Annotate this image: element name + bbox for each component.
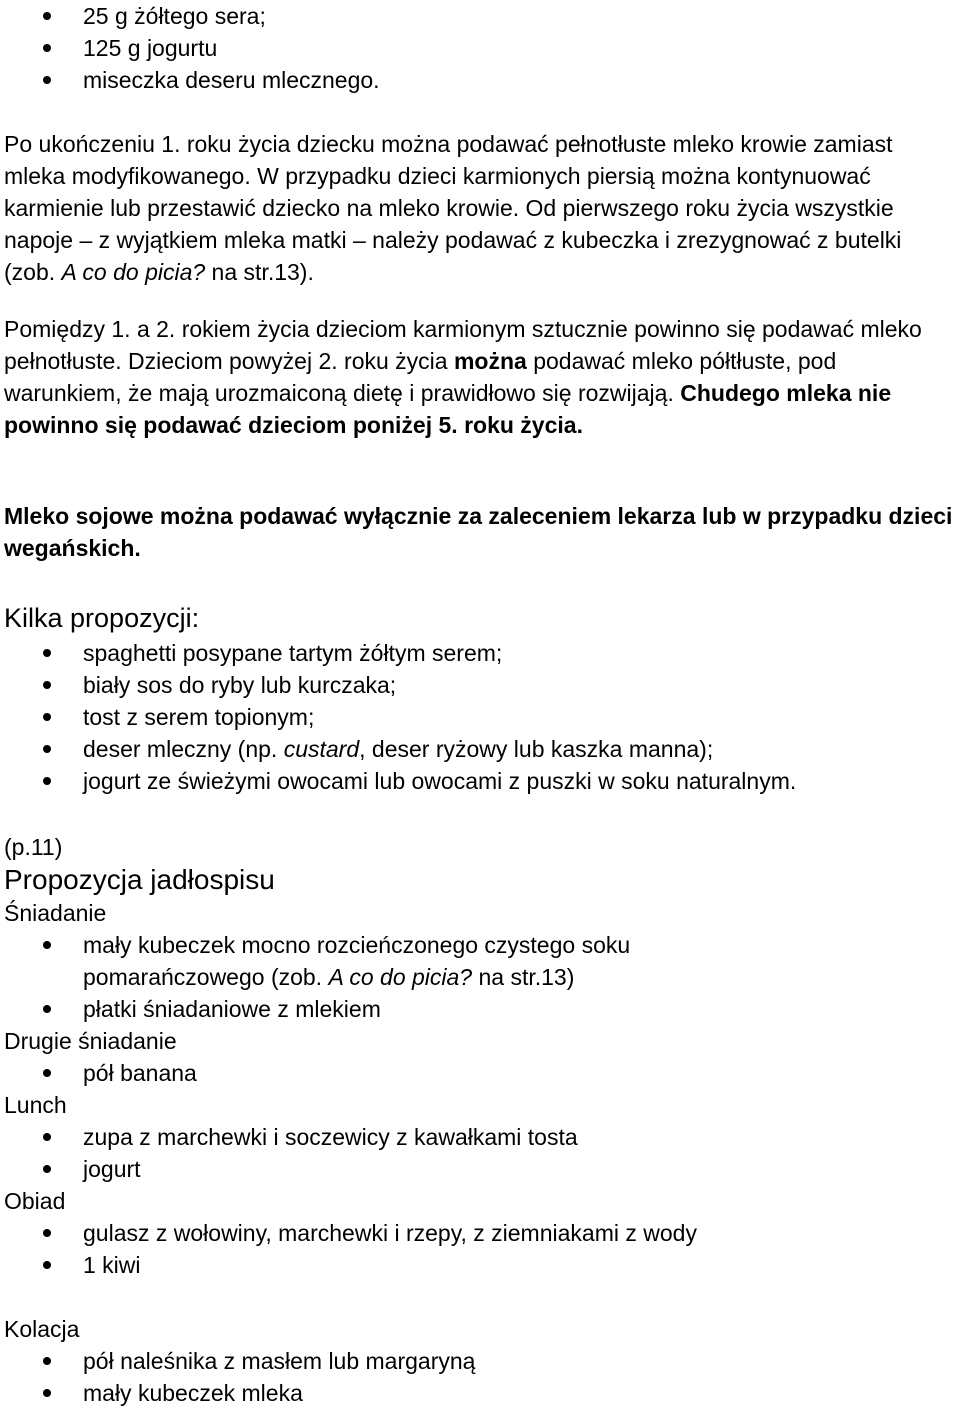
list-item: mały kubeczek mocno rozcieńczonego czystego soku pomarańczowego (zob. A co do picia? na str.13): [4, 929, 744, 993]
list-item: zupa z marchewki i soczewicy z kawałkami tosta: [4, 1121, 744, 1153]
list-item: płatki śniadaniowe z mlekiem: [4, 993, 744, 1025]
menu-drugie-list: [4, 1057, 744, 1089]
menu-heading: Propozycja jadłospisu: [4, 864, 275, 895]
list-item: tost z serem topionym;: [4, 701, 954, 733]
proposals-list: [4, 637, 954, 797]
list-item: miseczka deseru mlecznego.: [4, 64, 904, 96]
menu-lunch-label: Lunch: [4, 1092, 67, 1118]
list-item: 25 g żółtego sera;: [4, 0, 904, 32]
list-item: pół banana: [4, 1057, 744, 1089]
menu-drugie-label: Drugie śniadanie: [4, 1028, 177, 1054]
ingredients-list: [4, 0, 904, 96]
menu-kolacja-label: Kolacja: [4, 1316, 80, 1342]
menu-sniadanie-label: Śniadanie: [4, 900, 107, 926]
paragraph-soy-milk: Mleko sojowe można podawać wyłącznie za zaleceniem lekarza lub w przypadku dzieci wegańskich.: [4, 503, 953, 561]
list-item: gulasz z wołowiny, marchewki i rzepy, z ziemniakami z wody: [4, 1217, 744, 1249]
paragraph-cow-milk: Po ukończeniu 1. roku życia dziecku można podawać pełnotłuste mleko krowie zamiast mleka modyfikowanego. W przypadku dzieci karmionych piersią można kontynuować karmienie lub przestawić dziecko na mleko krowie. Od pierwszego roku życia wszystkie napoje – z wyjątkiem mleka matki – należy podawać z kubeczka i zrezygnować z butelki (zob. A co do picia? na str.13).: [4, 131, 902, 285]
menu-obiad-list: [4, 1217, 744, 1281]
list-item: 125 g jogurtu: [4, 32, 904, 64]
list-item: spaghetti posypane tartym żółtym serem;: [4, 637, 954, 669]
list-item: 1 kiwi: [4, 1249, 744, 1281]
menu-obiad-label: Obiad: [4, 1188, 66, 1214]
list-item: jogurt ze świeżymi owocami lub owocami z puszki w soku naturalnym.: [4, 765, 954, 797]
list-item: biały sos do ryby lub kurczaka;: [4, 669, 954, 701]
paragraph-milk-age: Pomiędzy 1. a 2. rokiem życia dzieciom karmionym sztucznie powinno się podawać mleko pełnotłuste. Dzieciom powyżej 2. roku życia można podawać mleko półtłuste, pod warunkiem, że mają urozmaiconą dietę i prawidłowo się rozwijają. Chudego mleka nie powinno się podawać dzieciom poniżej 5. roku życia.: [4, 316, 922, 438]
menu-kolacja-list: [4, 1345, 744, 1409]
page-reference: (p.11): [4, 834, 63, 860]
list-item: pół naleśnika z masłem lub margaryną: [4, 1345, 744, 1377]
menu-lunch-list: [4, 1121, 744, 1185]
proposals-heading: Kilka propozycji:: [4, 603, 200, 633]
list-item: deser mleczny (np. custard, deser ryżowy lub kaszka manna);: [4, 733, 954, 765]
list-item: jogurt: [4, 1153, 744, 1185]
menu-sniadanie-list: [4, 929, 744, 1025]
list-item: mały kubeczek mleka: [4, 1377, 744, 1409]
